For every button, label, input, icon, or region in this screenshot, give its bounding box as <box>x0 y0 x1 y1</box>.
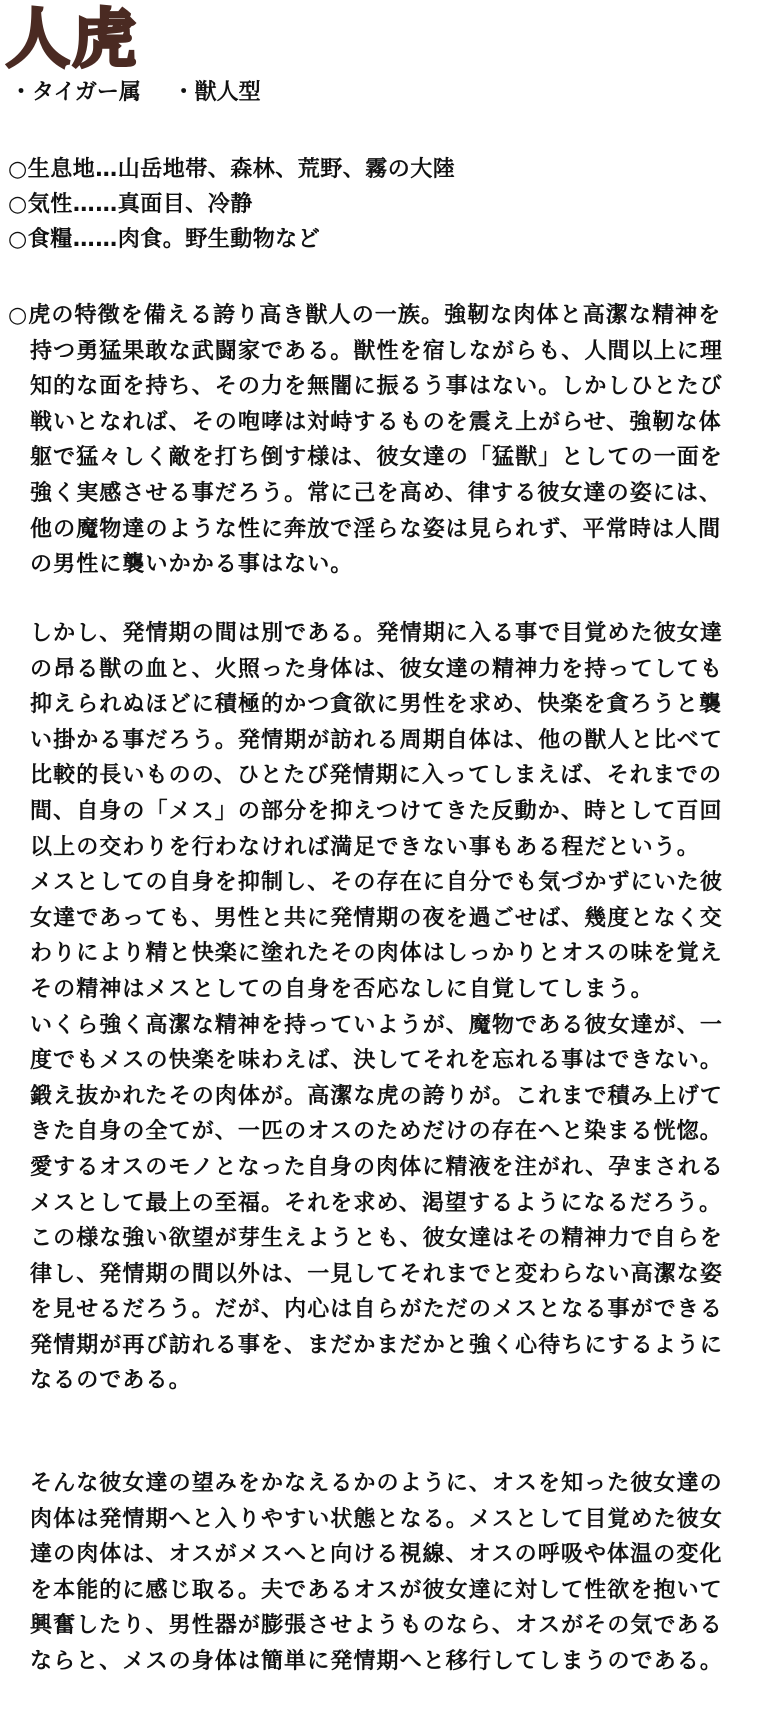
text-line: 度でもメスの快楽を味わえば、決してそれを忘れる事はできない。 <box>30 1048 724 1074</box>
text-line: きた自身の全てが、一匹のオスのためだけの存在へと染まる恍惚。 <box>30 1119 723 1145</box>
text-line: 女達であっても、男性と共に発情期の夜を過ごせば、幾度となく交 <box>30 905 723 931</box>
description-paragraph-3 <box>8 1466 756 1680</box>
info-list <box>8 152 756 257</box>
info-habitat: ○生息地…山岳地帯、森林、荒野、霧の大陸 <box>8 157 456 182</box>
text-line: この様な強い欲望が芽生えようとも、彼女達はその精神力で自らを <box>30 1226 724 1252</box>
text-line: 愛するオスのモノとなった自身の肉体に精液を注がれ、孕まされる <box>30 1154 724 1180</box>
text-line: の昂る獣の血と、火照った身体は、彼女達の精神力を持ってしても <box>30 656 724 682</box>
text-line: わりにより精と快楽に塗れたその肉体はしっかりとオスの味を覚え <box>30 941 723 967</box>
text-line: 興奮したり、男性器が膨張させようものなら、オスがその気である <box>30 1613 723 1639</box>
text-line: 比較的長いものの、ひとたび発情期に入ってしまえば、それまでの <box>30 763 723 789</box>
page-title: 人虎 <box>6 3 138 77</box>
description-paragraph-1 <box>8 298 756 583</box>
text-line: 肉体は発情期へと入りやすい状態となる。メスとして目覚めた彼女 <box>30 1506 724 1532</box>
text-line: そんな彼女達の望みをかなえるかのように、オスを知った彼女達の <box>30 1471 723 1496</box>
text-line: い掛かる事だろう。発情期が訪れる周期自体は、他の獣人と比べて <box>30 727 724 753</box>
text-line: 達の肉体は、オスがメスへと向ける視線、オスの呼吸や体温の変化 <box>30 1542 723 1568</box>
description-paragraph-2 <box>8 616 756 1399</box>
text-line: 知的な面を持ち、その力を無闇に振るう事はない。しかしひとたび <box>30 374 724 400</box>
text-line: 鍛え抜かれたその肉体が。高潔な虎の誇りが。これまで積み上げて <box>30 1083 724 1109</box>
info-temperament: ○気性……真面目、冷静 <box>8 192 253 217</box>
text-line: いくら強く高潔な精神を持っていようが、魔物である彼女達が、一 <box>30 1012 724 1038</box>
text-line: しかし、発情期の間は別である。発情期に入る事で目覚めた彼女達 <box>30 621 724 646</box>
text-line: 以上の交わりを行わなければ満足できない事もある程だという。 <box>30 834 700 860</box>
text-line: 間、自身の「メス」の部分を抑えつけてきた反動か、時として百回 <box>30 798 723 824</box>
text-line: 他の魔物達のような性に奔放で淫らな姿は見られず、平常時は人間 <box>30 516 722 542</box>
text-line: ○虎の特徴を備える誇り高き獣人の一族。強靭な肉体と高潔な精神を <box>8 303 722 328</box>
text-line: 抑えられぬほどに積極的かつ貪欲に男性を求め、快楽を貪ろうと襲 <box>30 692 723 718</box>
text-line: 発情期が再び訪れる事を、まだかまだかと強く心待ちにするように <box>30 1332 724 1358</box>
text-line: 躯で猛々しく敵を打ち倒す様は、彼女達の「猛獣」としての一面を <box>30 445 724 471</box>
type-tag: ・獣人型 <box>172 80 261 105</box>
text-line: 戦いとなれば、その咆哮は対峙するものを震え上がらせ、強靭な体 <box>30 409 722 435</box>
text-line: メスとしての自身を抑制し、その存在に自分でも気づかずにいた彼 <box>30 870 724 896</box>
text-line: ならと、メスの身体は簡単に発情期へと移行してしまうのである。 <box>30 1648 724 1674</box>
text-line: メスとして最上の至福。それを求め、渇望するようになるだろう。 <box>30 1190 723 1216</box>
text-line: を見せるだろう。だが、内心は自らがただのメスとなる事ができる <box>30 1297 724 1323</box>
text-line: なるのである。 <box>30 1368 192 1394</box>
genus-tag: ・タイガー属 <box>10 80 141 105</box>
text-line: 強く実感させる事だろう。常に己を高め、律する彼女達の姿には、 <box>30 480 723 506</box>
text-line: 持つ勇猛果敢な武闘家である。獣性を宿しながらも、人間以上に理 <box>30 338 724 364</box>
text-line: その精神はメスとしての自身を否応なしに自覚してしまう。 <box>30 976 654 1002</box>
text-line: の男性に襲いかかる事はない。 <box>30 552 354 578</box>
text-line: を本能的に感じ取る。夫であるオスが彼女達に対して性欲を抱いて <box>30 1577 723 1603</box>
text-line: 律し、発情期の間以外は、一見してそれまでと変わらない高潔な姿 <box>30 1261 724 1287</box>
info-diet: ○食糧……肉食。野生動物など <box>8 227 321 252</box>
classification-tags <box>10 78 261 108</box>
